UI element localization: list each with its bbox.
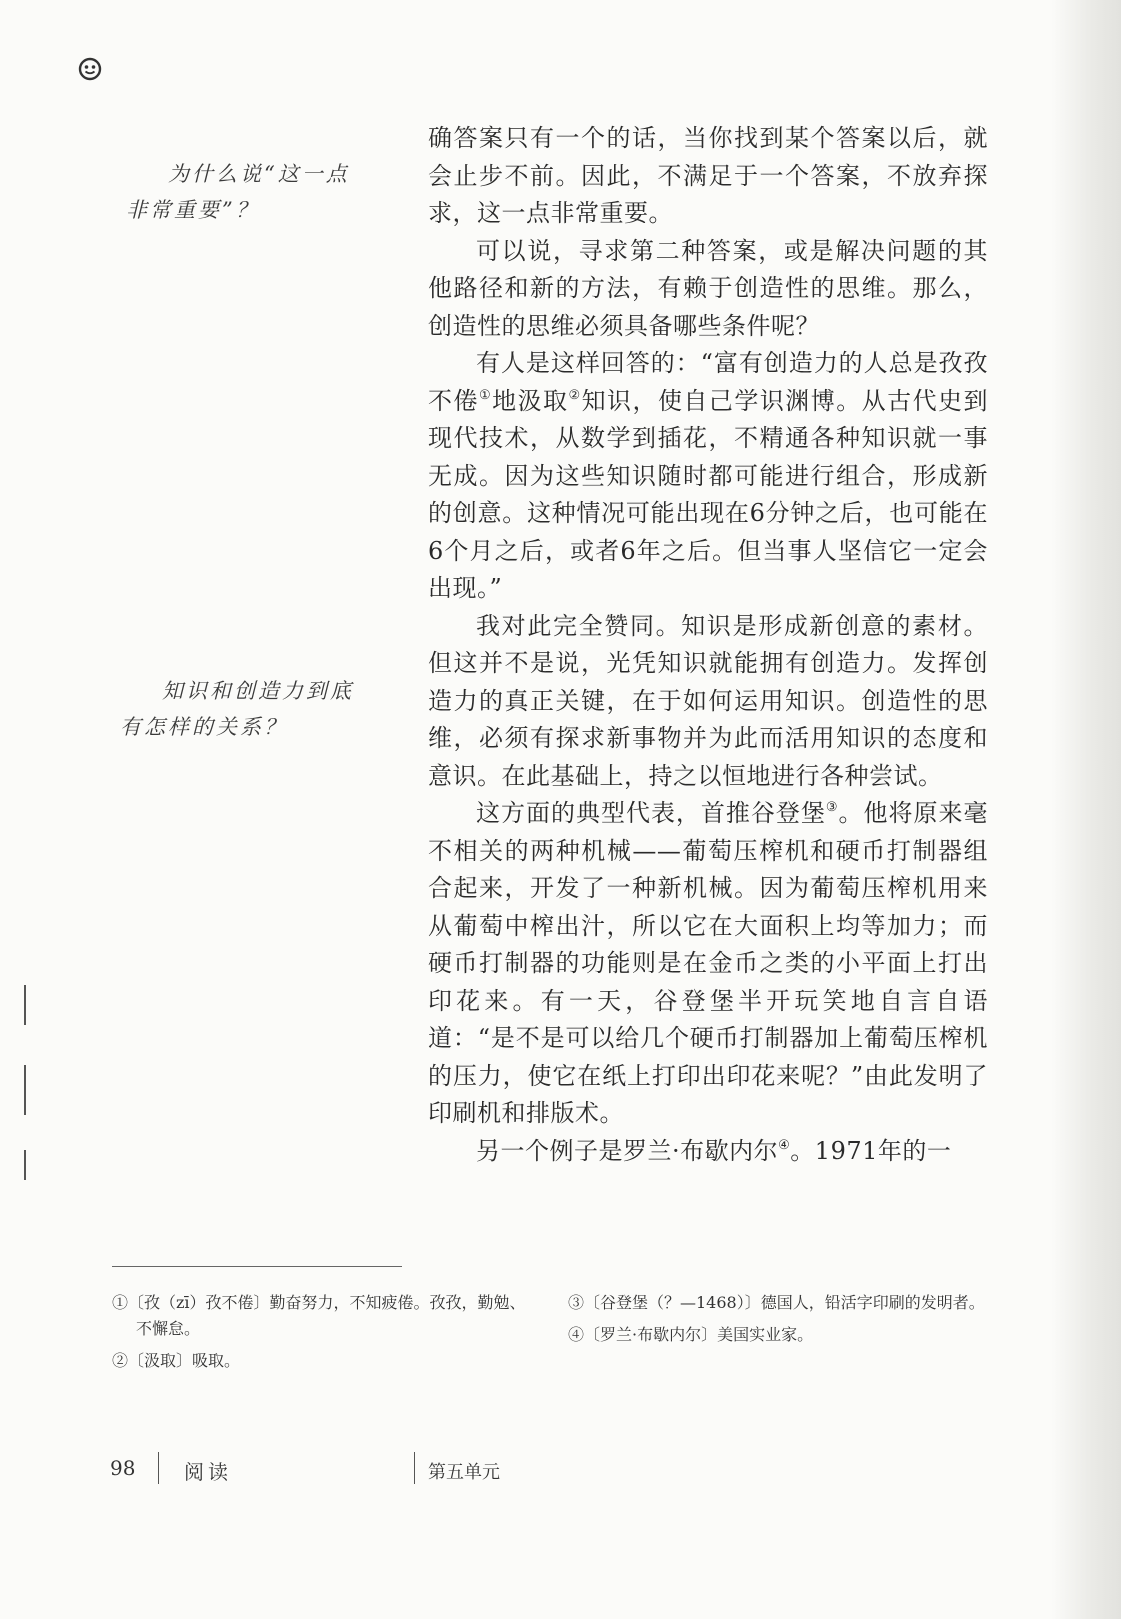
footnotes-right-column xyxy=(568,1290,988,1354)
smiley-face-icon xyxy=(78,57,102,81)
footnote-ref: ③ xyxy=(825,800,839,815)
paragraph: 我对此完全赞同。知识是形成新创意的素材。但这并不是说，光凭知识就能拥有创造力。发挥创造力的真正关键，在于如何运用知识。创造性的思维，必须有探求新事物并为此而活用知识的态度和意识。在此基础上，持之以恒地进行各种尝试。 xyxy=(428,611,988,790)
footer-divider xyxy=(414,1452,415,1484)
footnote: ③〔谷登堡（？—1468）〕德国人，铅活字印刷的发明者。 xyxy=(568,1293,985,1312)
paragraph xyxy=(428,345,988,608)
scan-artifact xyxy=(24,1150,26,1180)
section-label: 阅读 xyxy=(184,1460,232,1484)
footnote: ①〔孜（zī）孜不倦〕勤奋努力，不知疲倦。孜孜，勤勉、不懈怠。 xyxy=(112,1293,526,1338)
page-number: 98 xyxy=(110,1456,136,1480)
page-edge-shadow xyxy=(1051,0,1121,1619)
main-text xyxy=(428,120,988,1170)
margin-note-line: 有怎样的关系？ xyxy=(120,715,288,739)
footer-divider xyxy=(158,1452,159,1484)
paragraph: 可以说，寻求第二种答案，或是解决问题的其他路径和新的方法，有赖于创造性的思维。那么，创造性的思维必须具备哪些条件呢？ xyxy=(428,236,988,340)
margin-note-question-2 xyxy=(120,673,390,745)
text-run: 知识，使自己学识渊博。从古代史到现代技术，从数学到插花，不精通各种知识就一事无成。因为这些知识随时都可能进行组合，形成新的创意。这种情况可能出现在6分钟之后，也可能在6个月之后，或者6年之后。但当事人坚信它一定会出现。” xyxy=(428,386,989,602)
text-run: 有人是这样回答的：“富有创造力的人总是孜孜不倦 xyxy=(428,349,988,415)
footnote: ②〔汲取〕吸取。 xyxy=(112,1351,241,1370)
footnote: ④〔罗兰·布歇内尔〕美国实业家。 xyxy=(568,1325,814,1344)
paragraph: 确答案只有一个的话，当你找到某个答案以后，就会止步不前。因此，不满足于一个答案，不放弃探求，这一点非常重要。 xyxy=(428,124,988,227)
margin-note-line: 知识和创造力到底 xyxy=(162,679,354,703)
scan-artifact xyxy=(24,1065,26,1115)
page-footer xyxy=(110,1452,710,1492)
footnote-divider xyxy=(112,1266,402,1267)
margin-note-line: 非常重要”？ xyxy=(126,198,260,222)
footnote-ref: ① xyxy=(478,387,493,403)
footnote-ref: ② xyxy=(568,387,582,403)
footnote-ref: ④ xyxy=(778,1137,791,1153)
scan-artifact xyxy=(24,985,26,1025)
text-run: 这方面的典型代表，首推谷登堡 xyxy=(476,799,826,827)
text-run: 地汲取 xyxy=(492,386,569,415)
text-run: 另一个例子是罗兰·布歇内尔 xyxy=(476,1136,779,1165)
footnotes-left-column xyxy=(112,1290,532,1380)
text-run: 。他将原来毫不相关的两种机械——葡萄压榨机和硬币打制器组合起来，开发了一种新机械。因为葡萄压榨机用来从葡萄中榨出汁，所以它在大面积上均等加力；而硬币打制器的功能则是在金币之类的小平面上打出印花来。有一天，谷登堡半开玩笑地自言自语道：“是不是可以给几个硬币打制器加上葡萄压榨机的压力，使它在纸上打印出印花来呢？”由此发明了印刷机和排版术。 xyxy=(428,799,989,1127)
paragraph xyxy=(428,1133,988,1171)
paragraph xyxy=(428,795,988,1133)
text-run: 。1971年的一 xyxy=(790,1136,952,1165)
unit-label: 第五单元 xyxy=(428,1462,500,1483)
margin-note-line: 为什么说“这一点 xyxy=(168,162,350,186)
margin-note-question-1 xyxy=(126,156,396,228)
